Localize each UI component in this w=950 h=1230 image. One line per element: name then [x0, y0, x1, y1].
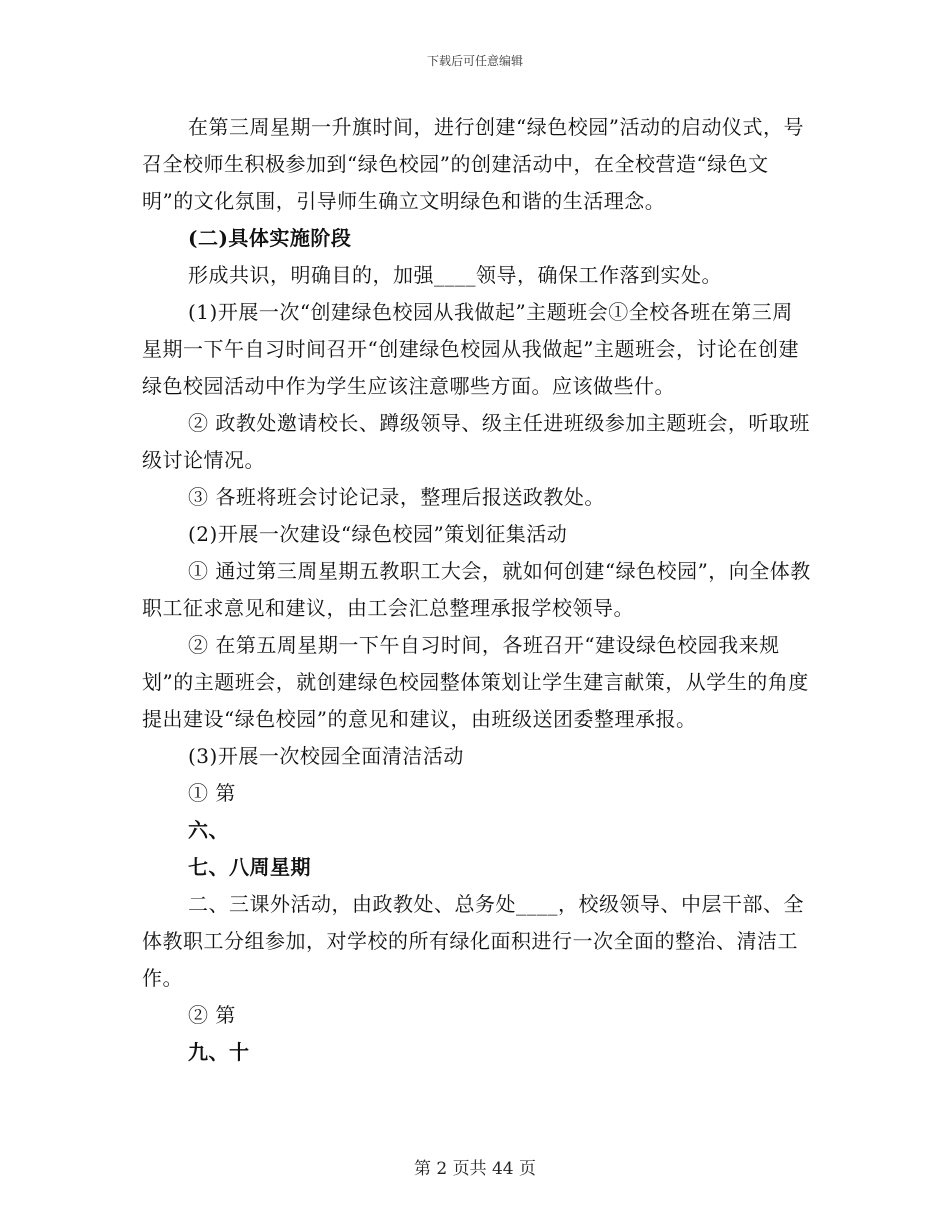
paragraph-cleaning-activity: (3)开展一次校园全面清洁活动 [188, 744, 464, 768]
paragraph-invite-leaders: ② 政教处邀请校长、蹲级领导、级主任进班级参加主题班会，听取班级讨论情况。 [142, 411, 810, 472]
paragraph-item-2: ② 第 [188, 1003, 236, 1027]
heading-nine-ten: 九、十 [188, 1040, 250, 1064]
heading-seven-eight: 七、八周星期 [188, 855, 311, 879]
page-footer-number: 第 2 页共 44 页 [413, 1159, 537, 1179]
paragraph-planning-activity: (2)开展一次建设“绿色校园”策划征集活动 [188, 522, 568, 546]
paragraph-cleaning-work: 二、三课外活动，由政教处、总务处____，校级领导、中层干部、全体教职工分组参加，对学校的所有绿化面积进行一次全面的整治、清洁工作。 [142, 892, 804, 990]
paragraph-launch-ceremony: 在第三周星期一升旗时间，进行创建“绿色校园”活动的启动仪式，号召全校师生积极参加到“绿色校园”的创建活动中，在全校营造“绿色文明”的文化氛围，引导师生确立文明绿色和谐的生活理念。 [142, 115, 804, 213]
document-body [142, 109, 812, 1071]
page-header-note: 下载后可任意编辑 [426, 54, 523, 68]
paragraph-item-1: ① 第 [188, 781, 236, 805]
paragraph-planning-class-meeting: ② 在第五周星期一下午自习时间，各班召开“建设绿色校园我来规划”的主题班会，就创建绿色校园整体策划让学生建言献策，从学生的角度提出建设“绿色校园”的意见和建议，由班级送团委整理承报。 [142, 633, 809, 731]
paragraph-staff-meeting: ① 通过第三周星期五教职工大会，就如何创建“绿色校园”，向全体教职工征求意见和建议，由工会汇总整理承报学校领导。 [142, 559, 811, 620]
heading-six: 六、 [188, 818, 229, 842]
paragraph-consensus: 形成共识，明确目的，加强____领导，确保工作落到实处。 [188, 263, 722, 287]
heading-implementation-stage: (二)具体实施阶段 [188, 226, 352, 250]
paragraph-report-records: ③ 各班将班会讨论记录，整理后报送政教处。 [188, 485, 605, 509]
paragraph-class-meeting: (1)开展一次“创建绿色校园从我做起”主题班会①全校各班在第三周星期一下午自习时间召开“创建绿色校园从我做起”主题班会，讨论在创建绿色校园活动中作为学生应该注意哪些方面。应该做些什。 [142, 300, 799, 398]
